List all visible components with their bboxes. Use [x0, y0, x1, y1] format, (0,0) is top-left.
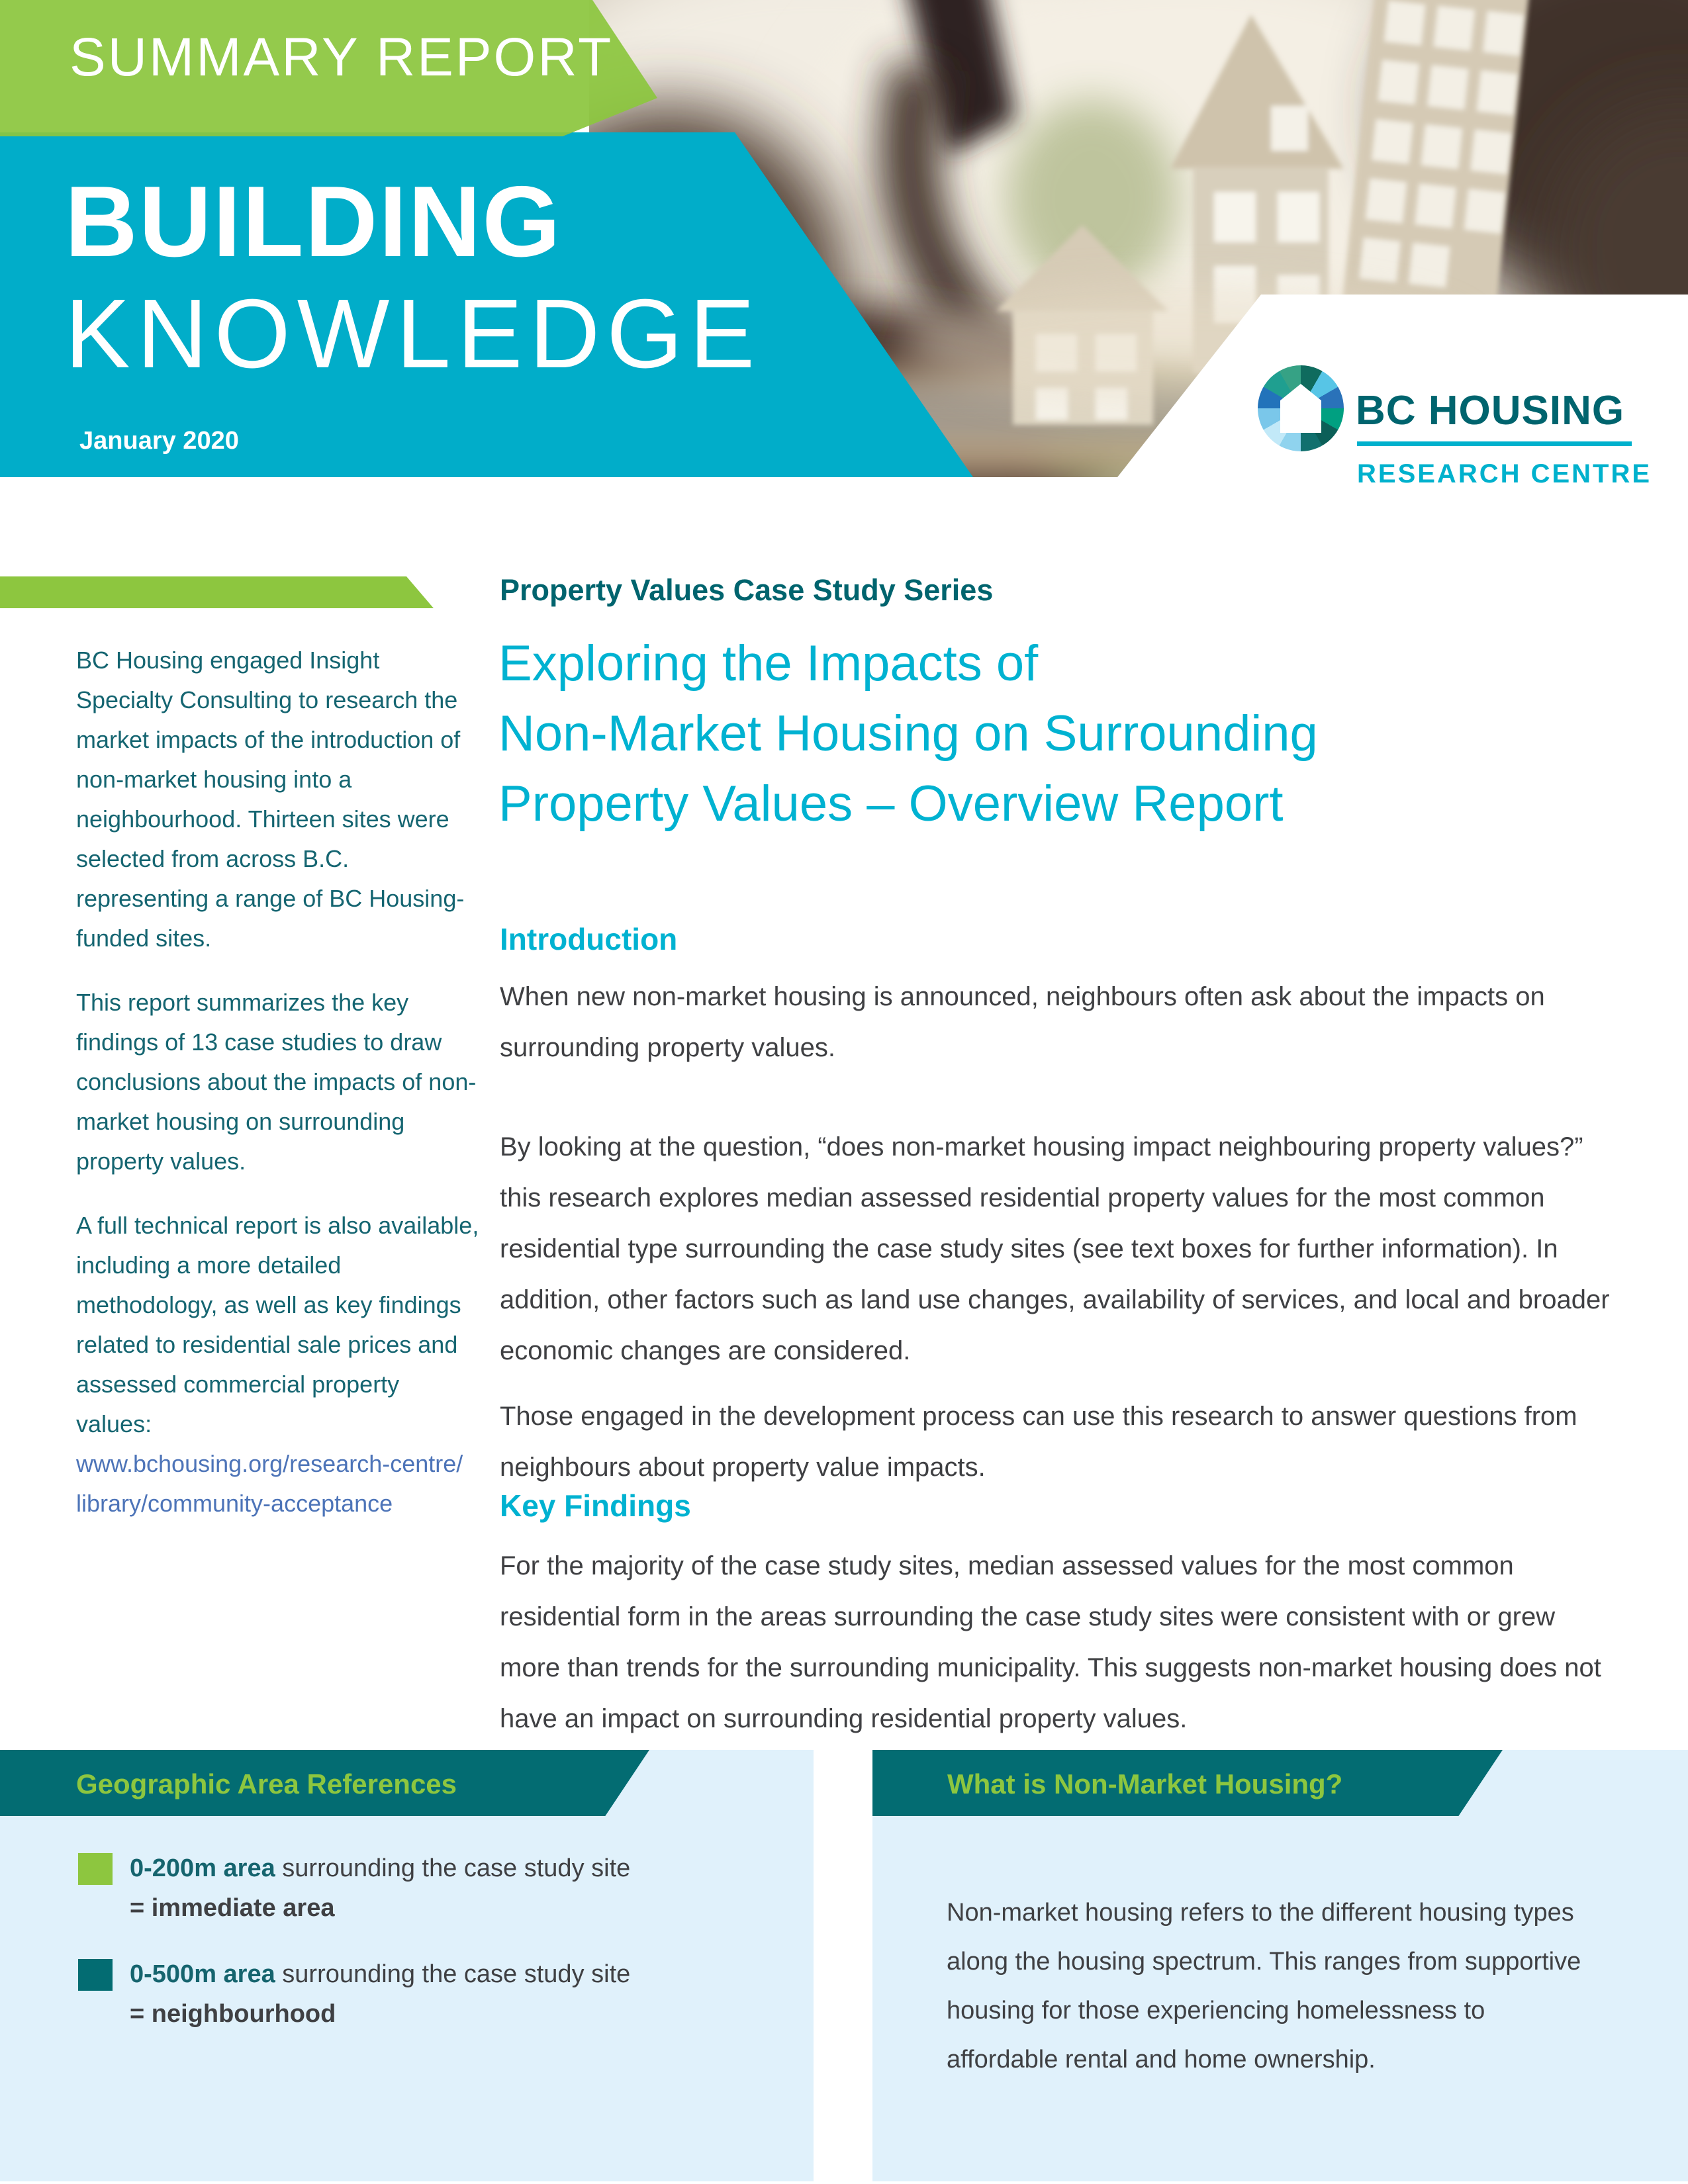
masthead-title-line2: KNOWLEDGE: [65, 279, 762, 388]
geographic-references-title: Geographic Area References: [76, 1768, 457, 1799]
legend-desc-500m: surrounding the case study site: [275, 1960, 631, 1988]
logo-divider: [1357, 441, 1632, 446]
key-findings-paragraph: For the majority of the case study sites, median assessed values for the most common residential form in the areas surrounding the case study sites were consistent with or grew more than trends for the surrounding municipality. This suggests non-market housing does not have an impact on surrounding residential property values.: [500, 1551, 1601, 1733]
report-link-line2[interactable]: library/community-acceptance: [76, 1490, 393, 1517]
logo-subtitle: RESEARCH CENTRE: [1357, 459, 1652, 488]
legend-desc-200m: surrounding the case study site: [275, 1854, 631, 1882]
legend-equals-500m: = neighbourhood: [130, 2000, 336, 2028]
legend-equals-200m: = immediate area: [130, 1894, 335, 1922]
legend-item-500m: [130, 1954, 778, 2034]
report-type-label: SUMMARY REPORT: [70, 27, 614, 87]
page-title-line3: Property Values – Overview Report: [498, 776, 1284, 832]
sidebar-paragraph: A full technical report is also available, including a more detailed methodology, as well as key findings related to residential sale prices and assessed commercial property values:: [76, 1212, 479, 1437]
sidebar: [76, 641, 481, 1548]
intro-paragraph-2: By looking at the question, “does non-market housing impact neighbouring property values?” this research explores median assessed residential property values for the most common residential type surrounding the case study sites (see text boxes for further information). In addition, other factors such as land use changes, availability of services, and local and broader economic changes are considered.: [500, 1132, 1610, 1365]
page-title-line2: Non-Market Housing on Surrounding: [498, 705, 1318, 762]
legend-swatch-200m: [78, 1853, 113, 1885]
masthead-title-line1: BUILDING: [65, 165, 562, 278]
legend-item-200m: [130, 1848, 778, 1928]
non-market-housing-title: What is Non-Market Housing?: [947, 1768, 1343, 1799]
intro-paragraph-1: When new non-market housing is announced, neighbours often ask about the impacts on surrounding property values.: [500, 982, 1545, 1062]
sidebar-paragraph: BC Housing engaged Insight Specialty Consulting to research the market impacts of the introduction of non-market housing into a neighbourhood. Thirteen sites were selected from across B.C. representing a range of BC Housing-funded sites.: [76, 647, 465, 952]
page-title-line1: Exploring the Impacts of: [498, 635, 1039, 692]
sidebar-paragraph: This report summarizes the key findings of 13 case studies to draw conclusions about the impacts of non-market housing on surrounding property values.: [76, 989, 477, 1175]
legend-range-500m: 0-500m area: [130, 1960, 275, 1988]
intro-paragraph-3: Those engaged in the development process can use this research to answer questions from neighbours about property value impacts.: [500, 1402, 1577, 1482]
section-heading-key-findings: Key Findings: [500, 1488, 691, 1523]
non-market-housing-body: Non-market housing refers to the different housing types along the housing spectrum. This ranges from supportive housing for those experiencing homelessness to affordable rental and home ownership.: [947, 1899, 1581, 2073]
sidebar-link-block: [76, 1444, 481, 1524]
section-heading-introduction: Introduction: [500, 922, 678, 956]
logo-wordmark: BC HOUSING: [1356, 388, 1625, 433]
legend-swatch-500m: [78, 1959, 113, 1991]
legend-range-200m: 0-200m area: [130, 1854, 275, 1882]
report-link-line1[interactable]: www.bchousing.org/research-centre/: [76, 1450, 463, 1477]
page-title: [498, 629, 1318, 839]
issue-date: January 2020: [79, 427, 239, 455]
series-title: Property Values Case Study Series: [500, 573, 994, 607]
sidebar-accent-bar: [0, 576, 434, 608]
